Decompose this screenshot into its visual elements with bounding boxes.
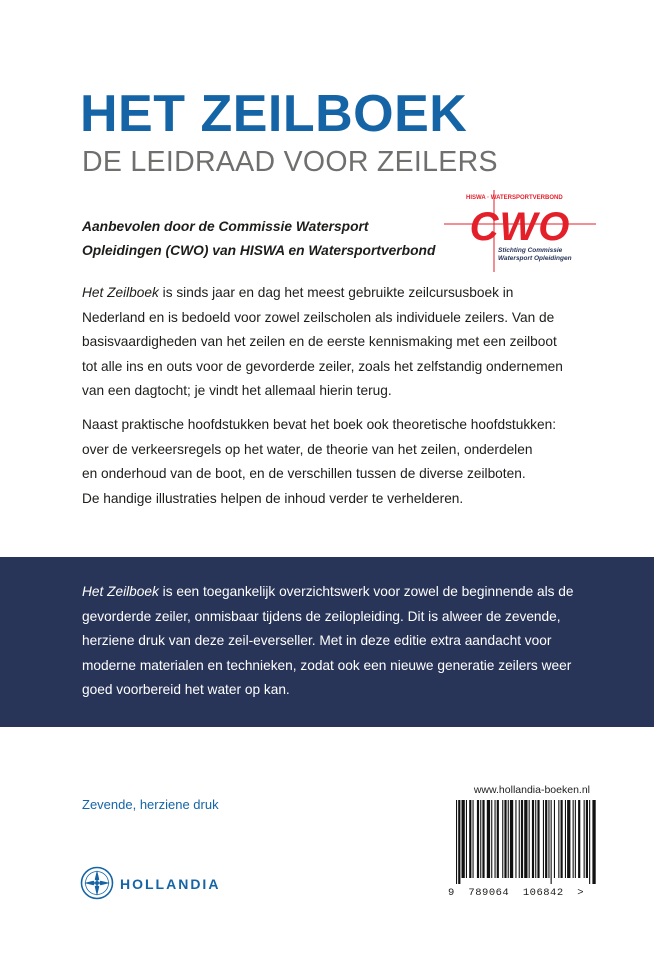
paragraph-line: Naast praktische hoofdstukken bevat het boek ook theoretische hoofdstukken: (82, 417, 557, 432)
barcode-bar (462, 800, 465, 878)
cwo-caption-2: Watersport Opleidingen (498, 255, 572, 262)
barcode-bar (551, 800, 552, 884)
barcode-bar (515, 800, 516, 878)
recommendation-line: Opleidingen (CWO) van HISWA en Watersportverbond (82, 243, 436, 258)
barcode-bar (487, 800, 490, 878)
intro-paragraph-2 (82, 413, 602, 511)
barcode-bar (567, 800, 570, 878)
barcode-bar (535, 800, 536, 878)
barcode-bar (466, 800, 467, 878)
paragraph-line (82, 281, 602, 306)
summary-line (82, 580, 612, 605)
barcode-bar (532, 800, 534, 878)
barcode-bar (529, 800, 530, 878)
paragraph-line-rest: is sinds jaar en dag het meest gebruikte zeilcursusboek in (158, 285, 514, 300)
paragraph-line: tot alle ins en outs voor de gevorderde zeiler, zoals het zelfstandig ondernemen (82, 358, 563, 374)
barcode-bar (491, 800, 492, 878)
isbn-number (448, 887, 600, 899)
barcode-bar (578, 800, 580, 878)
paragraph-line: basisvaardigheden van het zeilen en de eerste kennismaking met een zeilboot (82, 334, 557, 349)
summary-line: moderne materialen en technieken, zodat ook een nieuwe generatie zeilers weer (82, 657, 572, 673)
barcode-bar (589, 800, 590, 884)
intro-paragraph-1 (82, 281, 602, 404)
barcode-bar (584, 800, 585, 878)
barcode-bar (473, 800, 474, 878)
cwo-logo (436, 190, 604, 272)
isbn-barcode (452, 800, 598, 884)
isbn-lead: 9 (448, 887, 455, 899)
barcode-bar (554, 800, 555, 878)
isbn-group-2: 106842 (522, 887, 564, 899)
book-subtitle: DE LEIDRAAD VOOR ZEILERS (82, 146, 498, 178)
barcode-bar (480, 800, 481, 878)
barcode-bar (510, 800, 513, 878)
website-url: www.hollandia-boeken.nl (473, 784, 590, 796)
paragraph-line: en onderhoud van de boot, en de verschillen tussen de diverse zeilboten. (82, 466, 526, 481)
isbn-group-1: 789064 (468, 887, 510, 899)
book-name-italic: Het Zeilboek (82, 285, 159, 300)
cwo-caption-1: Stichting Commissie (498, 247, 563, 254)
barcode-bar (586, 800, 588, 878)
cwo-mark: CWO (469, 205, 571, 249)
barcode-bar (565, 800, 566, 878)
edition-label: Zevende, herziene druk (82, 797, 219, 812)
barcode-bar (469, 800, 471, 878)
isbn-tail: > (577, 887, 585, 899)
barcode-bar (521, 800, 523, 878)
paragraph-line: De handige illustraties helpen de inhoud verder te verhelderen. (82, 490, 464, 506)
publisher-logo (80, 864, 240, 904)
barcode-bar (548, 800, 549, 878)
barcode-bar (558, 800, 559, 878)
summary-line-rest: is een toegankelijk overzichtswerk voor zowel de beginnende als de (158, 584, 574, 599)
paragraph-line: over de verkeersregels op het water, de theorie van het zeilen, onderdelen (82, 441, 533, 457)
cwo-top-text: HISWA · WATERSPORTVERBOND (466, 195, 563, 201)
barcode-bar (545, 800, 547, 878)
summary-line: goed voorbereid het water op kan. (82, 682, 290, 697)
book-name-italic: Het Zeilboek (82, 584, 159, 599)
barcode-bar (519, 800, 520, 878)
summary-text (82, 580, 612, 703)
barcode-bar (561, 800, 563, 878)
publisher-name: HOLLANDIA (120, 876, 221, 892)
barcode-bar (592, 800, 595, 884)
barcode-bar (575, 800, 576, 878)
barcode-bar (477, 800, 479, 878)
recommendation-line: Aanbevolen door de Commissie Watersport (82, 219, 369, 234)
barcode-bar (508, 800, 509, 878)
barcode-bar (456, 800, 457, 884)
recommendation-text (82, 215, 442, 263)
barcode-bar (482, 800, 484, 878)
barcode-bar (543, 800, 544, 878)
summary-line: herziene druk van deze zeil-everseller. Met in deze editie extra aandacht voor (82, 633, 552, 648)
barcode-bar (502, 800, 503, 878)
barcode-bar (495, 800, 496, 878)
barcode-bar (504, 800, 506, 878)
paragraph-line: Nederland en is bedoeld voor zowel zeilscholen als individuele zeilers. Van de (82, 309, 555, 325)
barcode-bar (524, 800, 527, 878)
book-title: HET ZEILBOEK (80, 85, 468, 143)
barcode-bar (497, 800, 499, 878)
compass-rose-icon (80, 866, 114, 900)
summary-line: gevorderde zeiler, onmisbaar tijdens de zeilopleiding. Dit is alweer de zevende, (82, 608, 561, 624)
barcode-bar (458, 800, 460, 884)
barcode-bar (573, 800, 574, 878)
barcode-bar (537, 800, 539, 878)
paragraph-line: van een dagtocht; je vindt het allemaal hierin terug. (82, 383, 392, 398)
